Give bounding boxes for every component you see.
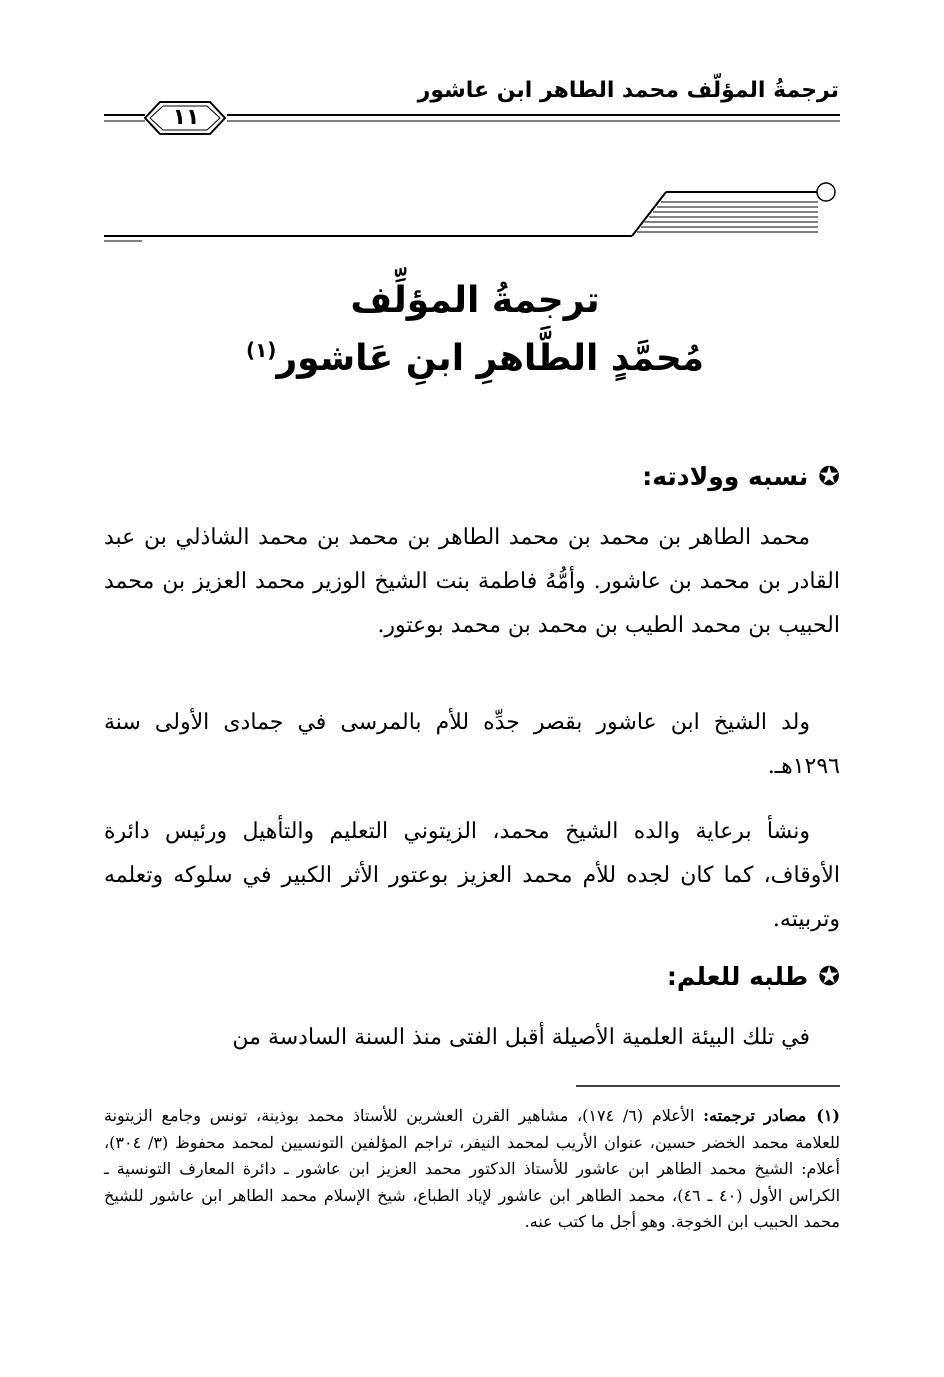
author-name: مُحمَّدٍ الطَّاهرِ ابنِ عَاشور bbox=[276, 338, 705, 379]
paragraph-text: محمد الطاهر بن محمد بن محمد الطاهر بن محمد بن محمد الشاذلي بن عبد القادر بن محمد بن عاشور. وأمُّهُ فاطمة بنت الشيخ الوزير محمد العزيز بن محمد الحبيب بن محمد الطيب بن محمد بن محمد بوعتور. bbox=[104, 525, 840, 638]
section-heading-lineage bbox=[140, 462, 840, 492]
footnote-marker: (١) bbox=[816, 1106, 840, 1125]
footnote-text: الأعلام (٦/ ١٧٤)، مشاهير القرن العشرين للأستاذ محمد بوذينة، تونس وجامع الزيتونة للعلامة محمد الخضر حسين، عنوان الأريب لمحمد النيفر، تراجم المؤلفين التونسيين لمحمد محفوظ (٣/ ٣٠٤)، أعلام: الشيخ محمد الطاهر ابن عاشور للأستاذ الدكتور محمد العزيز ابن عاشور ـ دائرة المعارف التونسية ـ الكراس الأول (٤٠ ـ ٤٦)، محمد الطاهر ابن عاشور لإياد الطباع، شيخ الإسلام محمد الطاهر ابن عاشور للشيخ محمد الحبيب ابن الخوجة. وهو أجل ما كتب عنه. bbox=[104, 1106, 841, 1231]
chapter-ornament bbox=[104, 183, 835, 241]
section-heading-study bbox=[140, 962, 840, 992]
paragraph-text: ونشأ برعاية والده الشيخ محمد، الزيتوني التعليم والتأهيل ورئيس دائرة الأوقاف، كما كان لجده للأم محمد العزيز بوعتور الأثر الكبير في سلوكه وتعلمه وتربيته. bbox=[104, 819, 840, 932]
paragraph-text: ولد الشيخ ابن عاشور بقصر جدِّه للأم بالمرسى في جمادى الأولى سنة ١٢٩٦هـ. bbox=[104, 710, 840, 779]
chapter-title: ترجمةُ المؤلِّف bbox=[350, 280, 600, 321]
paragraph bbox=[104, 701, 840, 789]
section-heading-text: نسبه وولادته: bbox=[642, 462, 809, 491]
star-bullet-icon: ✪ bbox=[818, 462, 840, 492]
footnote-reference: (١) bbox=[245, 338, 277, 362]
page-ornaments bbox=[0, 0, 944, 260]
footnote bbox=[104, 1103, 840, 1236]
footnote-label: مصادر ترجمته: bbox=[703, 1106, 807, 1125]
paragraph bbox=[104, 516, 840, 648]
paragraph bbox=[104, 1016, 840, 1060]
running-header-title: ترجمةُ المؤلّف محمد الطاهر ابن عاشور bbox=[417, 78, 839, 103]
section-heading-text: طلبه للعلم: bbox=[666, 962, 809, 991]
page-number: ١١ bbox=[172, 104, 200, 130]
chapter-subtitle bbox=[150, 338, 800, 379]
paragraph-text: في تلك البيئة العلمية الأصيلة أقبل الفتى منذ السنة السادسة من bbox=[232, 1025, 810, 1050]
paragraph bbox=[104, 810, 840, 942]
star-bullet-icon: ✪ bbox=[818, 962, 840, 992]
